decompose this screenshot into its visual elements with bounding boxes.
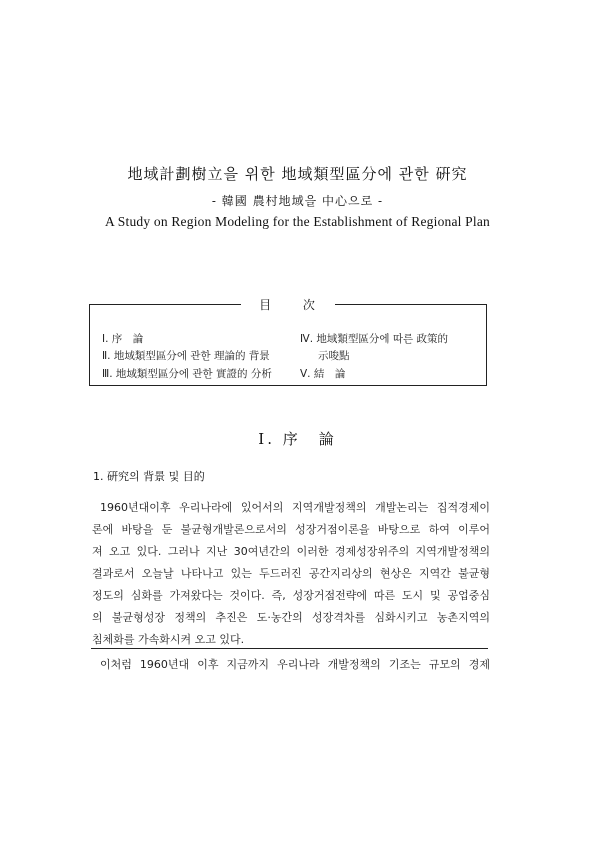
paragraph-line: 결과로서 오늘날 나타나고 있는 두드러진 공간지리상의 현상은 지역간 불균형 xyxy=(92,567,490,580)
paragraph-line: 론에 바탕을 둔 불균형개발론으로서의 성장거점이론을 바탕으로 하여 이루어 xyxy=(92,523,490,536)
toc-item-theory: Ⅱ. 地域類型區分에 관한 理論的 背景 xyxy=(102,350,270,362)
paragraph-line: 1960년대이후 우리나라에 있어서의 지역개발정책의 개발논리는 집적경제이 xyxy=(100,501,490,514)
footnote-divider xyxy=(91,648,488,649)
subsection-heading: 1. 硏究의 背景 및 目的 xyxy=(93,470,205,483)
toc-heading: 目 次 xyxy=(90,296,486,313)
paragraph-line: 침체화를 가속화시켜 오고 있다. xyxy=(92,633,245,646)
toc-item-policy-continued: 示唆點 xyxy=(318,350,350,362)
toc-item-introduction: Ⅰ. 序 論 xyxy=(102,333,144,345)
paragraph-line: 져 오고 있다. 그러나 지난 30여년간의 이러한 경제성장위주의 지역개발정책의 xyxy=(92,545,490,558)
toc-item-analysis: Ⅲ. 地域類型區分에 관한 實證的 分析 xyxy=(102,368,272,380)
section-heading: Ⅰ. 序 論 xyxy=(258,430,337,448)
table-of-contents xyxy=(89,298,487,386)
footnote-text: 이처럼 1960년대 이후 지금까지 우리나라 개발정책의 기조는 규모의 경제 xyxy=(100,658,490,671)
paper-subtitle-korean: - 韓國 農村地域을 中心으로 - xyxy=(211,194,384,208)
paragraph-line: 정도의 심화를 가져왔다는 것이다. 즉, 성장거점전략에 따른 도시 및 공업중심 xyxy=(92,589,490,602)
toc-item-policy: Ⅳ. 地域類型區分에 따른 政策的 xyxy=(300,333,448,345)
paper-title-english: A Study on Region Modeling for the Establishment of Regional Plan xyxy=(105,214,490,229)
paper-title-korean: 地域計劃樹立을 위한 地域類型區分에 관한 硏究 xyxy=(127,165,468,183)
toc-item-conclusion: Ⅴ. 結 論 xyxy=(300,368,346,380)
paragraph-line: 의 불균형성장 정책의 추진은 도·농간의 성장격차를 심화시키고 농촌지역의 xyxy=(92,611,490,624)
